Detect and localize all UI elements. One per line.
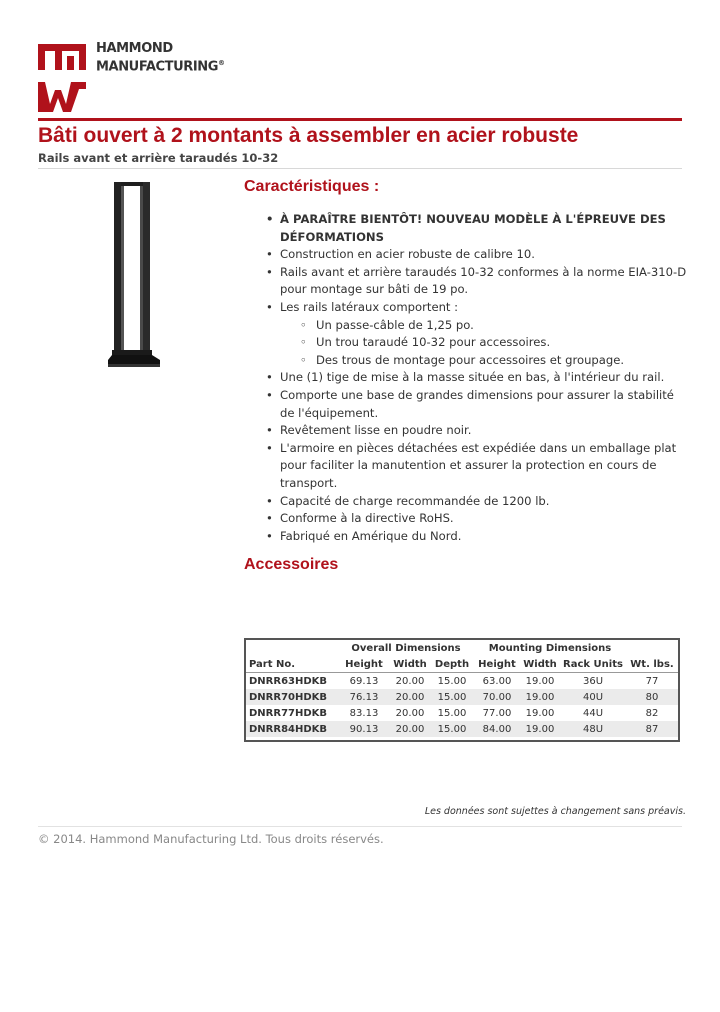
cell: 77 bbox=[626, 673, 678, 690]
dimensions-table bbox=[244, 638, 680, 742]
col-overall-width: Width bbox=[393, 658, 427, 670]
cell: 90.13 bbox=[338, 721, 390, 737]
cell: 15.00 bbox=[430, 689, 474, 705]
feature-item-label: Les rails latéraux comportent : bbox=[280, 299, 459, 314]
cell: 15.00 bbox=[430, 721, 474, 737]
feature-item: • Rails avant et arrière taraudés 10-32 conformes à la norme EIA-310-D pour montage sur bâti de 19 po. bbox=[262, 264, 692, 299]
cell: 19.00 bbox=[520, 721, 560, 737]
feature-item: • Conforme à la directive RoHS. bbox=[262, 510, 692, 528]
sub-feature-item: ◦ Un trou taraudé 10-32 pour accessoires. bbox=[280, 334, 692, 352]
cell: 19.00 bbox=[525, 707, 555, 719]
cell: 70.00 bbox=[474, 689, 520, 705]
cell: 20.00 bbox=[395, 707, 425, 719]
feature-item bbox=[262, 299, 692, 369]
rack-product-image bbox=[108, 180, 168, 370]
hammond-logo-mark-icon bbox=[38, 42, 88, 112]
accessories-heading: Accessoires bbox=[244, 556, 339, 573]
cell: 19.00 bbox=[520, 689, 560, 705]
cell: 76.13 bbox=[338, 689, 390, 705]
col-rack-units: Rack Units bbox=[563, 658, 623, 670]
cell: 48U bbox=[560, 721, 626, 737]
cell: 83.13 bbox=[349, 707, 379, 719]
mounting-dimensions-header: Mounting Dimensions bbox=[488, 642, 612, 654]
cell: 82 bbox=[645, 707, 659, 719]
feature-item: • Construction en acier robuste de calibre 10. bbox=[262, 246, 692, 264]
features-heading: Caractéristiques : bbox=[244, 178, 380, 195]
brand-line1: HAMMOND bbox=[96, 41, 173, 56]
hammond-logo bbox=[38, 42, 238, 114]
cell: 15.00 bbox=[437, 707, 467, 719]
feature-item: • À PARAÎTRE BIENTÔT! NOUVEAU MODÈLE À L'ÉPREUVE DES DÉFORMATIONS bbox=[262, 211, 692, 246]
cell-part-no: DNRR70HDKB bbox=[246, 689, 338, 705]
page-subtitle: Rails avant et arrière taraudés 10-32 bbox=[38, 151, 279, 165]
cell: 15.00 bbox=[430, 673, 474, 690]
cell: 20.00 bbox=[390, 721, 430, 737]
footer-divider bbox=[38, 826, 682, 827]
hammond-wordmark bbox=[96, 42, 225, 74]
feature-item: • Capacité de charge recommandée de 1200 lb. bbox=[262, 493, 692, 511]
col-mounting-height: Height bbox=[478, 658, 516, 670]
cell: 80 bbox=[626, 689, 678, 705]
overall-dimensions-header: Overall Dimensions bbox=[351, 642, 461, 654]
cell: 87 bbox=[626, 721, 678, 737]
cell: 19.00 bbox=[520, 673, 560, 690]
cell: 20.00 bbox=[390, 673, 430, 690]
table-column-header bbox=[246, 656, 678, 673]
features-list bbox=[262, 211, 692, 545]
col-overall-height: Height bbox=[345, 658, 383, 670]
page-title: Bâti ouvert à 2 montants à assembler en acier robuste bbox=[38, 124, 579, 147]
cell-part-no: DNRR63HDKB bbox=[246, 673, 338, 690]
sub-feature-item: ◦ Des trous de montage pour accessoires et groupage. bbox=[280, 352, 692, 370]
copyright: © 2014. Hammond Manufacturing Ltd. Tous droits réservés. bbox=[38, 832, 384, 846]
col-mounting-width: Width bbox=[523, 658, 557, 670]
feature-item: • Une (1) tige de mise à la masse située en bas, à l'intérieur du rail. bbox=[262, 369, 692, 387]
feature-item: • L'armoire en pièces détachées est expédiée dans un emballage plat pour faciliter la manutention et assurer la protection en cours de transport. bbox=[262, 440, 692, 493]
sub-features-list bbox=[280, 317, 692, 370]
cell: 63.00 bbox=[474, 673, 520, 690]
feature-item: • Fabriqué en Amérique du Nord. bbox=[262, 528, 692, 546]
disclaimer-note: Les données sont sujettes à changement sans préavis. bbox=[424, 806, 686, 817]
table-group-header bbox=[246, 640, 678, 656]
title-rule bbox=[38, 118, 682, 121]
cell: 36U bbox=[560, 673, 626, 690]
feature-item: • Revêtement lisse en poudre noir. bbox=[262, 422, 692, 440]
cell-part-no: DNRR84HDKB bbox=[246, 721, 338, 737]
col-weight: Wt. lbs. bbox=[630, 658, 674, 670]
cell: 44U bbox=[582, 707, 604, 719]
cell: 40U bbox=[560, 689, 626, 705]
col-overall-depth: Depth bbox=[434, 658, 470, 670]
col-part-no: Part No. bbox=[249, 658, 296, 670]
subtitle-divider bbox=[38, 168, 682, 169]
sub-feature-item: ◦ Un passe-câble de 1,25 po. bbox=[280, 317, 692, 335]
brand-line2: MANUFACTURING® bbox=[96, 59, 225, 75]
cell: 20.00 bbox=[390, 689, 430, 705]
table-row bbox=[246, 673, 678, 690]
cell: 84.00 bbox=[474, 721, 520, 737]
table-row bbox=[246, 721, 678, 737]
table-row bbox=[246, 689, 678, 705]
cell-part-no: DNRR77HDKB bbox=[249, 707, 328, 719]
table-row bbox=[246, 705, 678, 721]
cell: 69.13 bbox=[338, 673, 390, 690]
feature-item: • Comporte une base de grandes dimensions pour assurer la stabilité de l'équipement. bbox=[262, 387, 692, 422]
cell: 77.00 bbox=[482, 707, 512, 719]
